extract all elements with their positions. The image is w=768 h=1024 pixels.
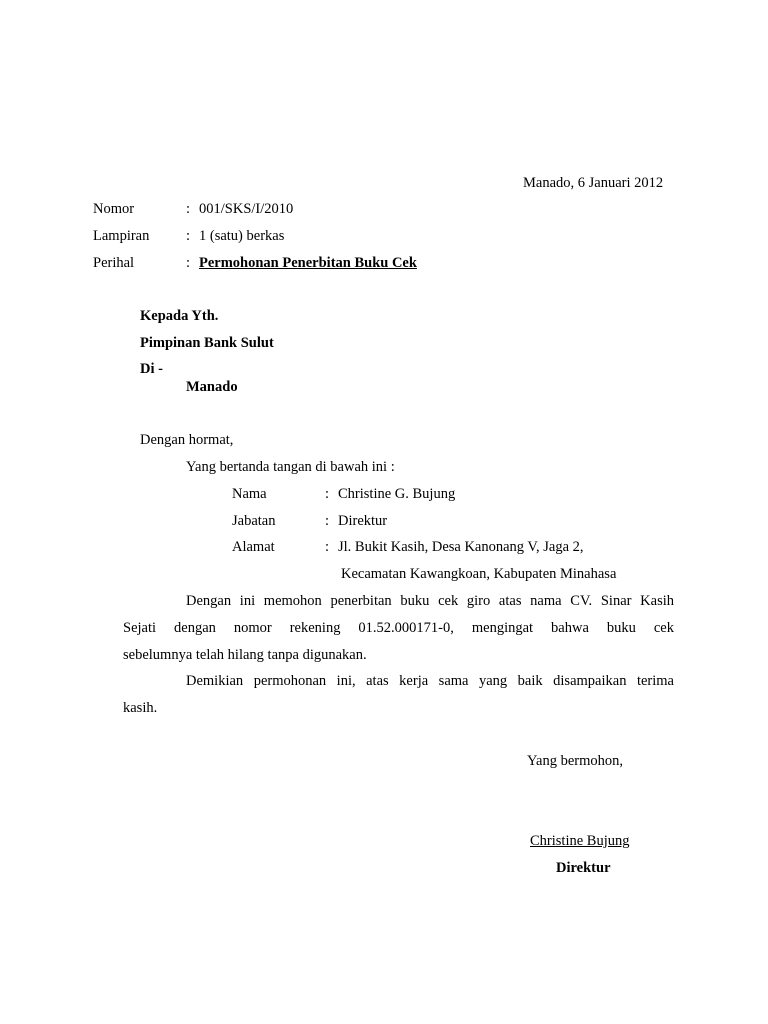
signer-title: Direktur: [556, 860, 611, 876]
nomor-colon: :: [186, 201, 191, 217]
alamat-value-1: Jl. Bukit Kasih, Desa Kanonang V, Jaga 2,: [338, 539, 584, 555]
body-p1-line-2: Sejati dengan nomor rekening 01.52.000171-0, mengingat bahwa buku cek: [123, 620, 674, 636]
perihal-label: Perihal: [93, 255, 135, 271]
lampiran-value: 1 (satu) berkas: [199, 228, 285, 244]
jabatan-value: Direktur: [338, 513, 388, 529]
alamat-colon: :: [325, 539, 330, 555]
alamat-label: Alamat: [232, 539, 275, 555]
jabatan-label: Jabatan: [232, 513, 276, 529]
body-p2-line-1: Demikian permohonan ini, atas kerja sama yang baik disampaikan terima: [186, 673, 674, 689]
letter-date: Manado, 6 Januari 2012: [523, 175, 664, 191]
recipient-city: Manado: [186, 379, 238, 395]
recipient-line-3: Di -: [140, 361, 163, 377]
body-p1-line-3: sebelumnya telah hilang tanpa digunakan.: [123, 647, 367, 663]
nama-colon: :: [325, 486, 330, 502]
recipient-line-1: Kepada Yth.: [140, 308, 219, 324]
perihal-colon: :: [186, 255, 191, 271]
perihal-value: Permohonan Penerbitan Buku Cek: [199, 255, 417, 271]
body-p2-line-2: kasih.: [123, 700, 158, 716]
intro-line: Yang bertanda tangan di bawah ini :: [186, 459, 395, 475]
lampiran-label: Lampiran: [93, 228, 150, 244]
recipient-line-2: Pimpinan Bank Sulut: [140, 335, 274, 351]
body-p1-line-1: Dengan ini memohon penerbitan buku cek giro atas nama CV. Sinar Kasih: [186, 593, 674, 609]
signer-name: Christine Bujung: [530, 833, 630, 849]
nomor-label: Nomor: [93, 201, 135, 217]
nomor-value: 001/SKS/I/2010: [199, 201, 294, 217]
salutation: Dengan hormat,: [140, 432, 234, 448]
jabatan-colon: :: [325, 513, 330, 529]
closing-phrase: Yang bermohon,: [527, 753, 623, 769]
nama-value: Christine G. Bujung: [338, 486, 456, 502]
alamat-value-2: Kecamatan Kawangkoan, Kabupaten Minahasa: [341, 566, 617, 582]
nama-label: Nama: [232, 486, 267, 502]
lampiran-colon: :: [186, 228, 191, 244]
